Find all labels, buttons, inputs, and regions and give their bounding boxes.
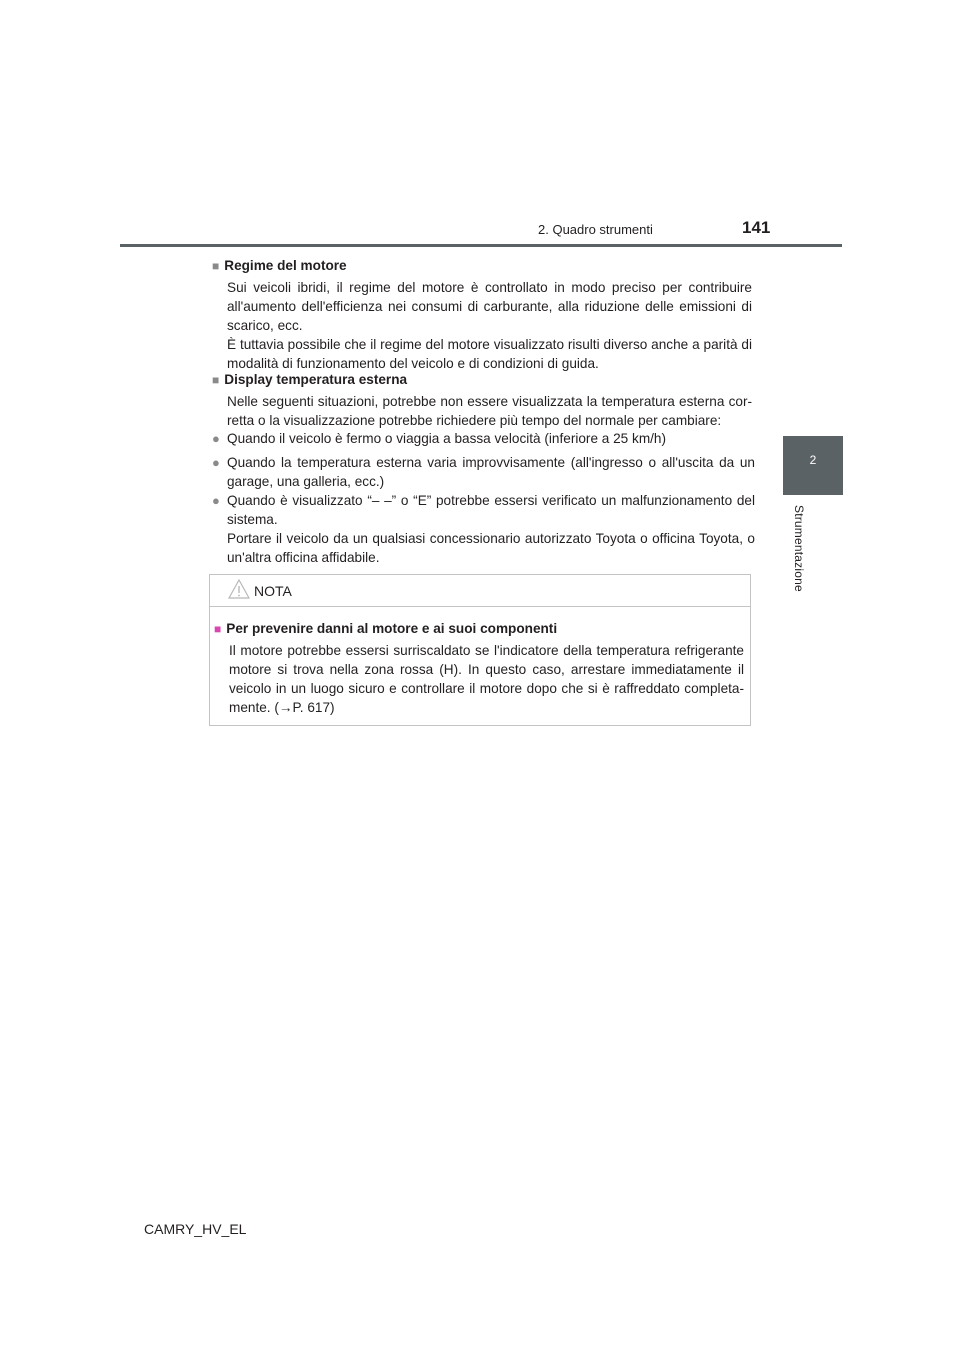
page-number: 141 bbox=[742, 218, 771, 237]
note-heading bbox=[214, 619, 744, 639]
square-bullet-icon: ■ bbox=[214, 622, 222, 636]
section-text: È tuttavia possibile che il regime del motore visualizzato risulti diverso anche a parità di modalità di funzionamento del veicolo e di condizioni di guida. bbox=[227, 337, 752, 371]
section-heading-text: Display temperatura esterna bbox=[224, 372, 408, 387]
section-outside-temp bbox=[212, 370, 752, 430]
note-header bbox=[210, 575, 750, 607]
circle-bullet-icon: ● bbox=[212, 431, 220, 446]
section-text: Nelle seguenti situazioni, potrebbe non essere visualizzata la temperatura esterna cor-retta o la visualizzazione potrebbe richiedere più tempo del normale per cambiare: bbox=[227, 394, 752, 428]
section-text: Sui veicoli ibridi, il regime del motore è controllato in modo preciso per contribuire all'aumento dell'efficienza nei consumi di carburante, alla riduzione delle emissioni di scarico, ecc. bbox=[227, 280, 752, 333]
list-item bbox=[212, 429, 755, 448]
list-item-text: Quando la temperatura esterna varia improvvisamente (all'ingresso o all'uscita da un garage, una galleria, ecc.) bbox=[227, 455, 755, 489]
note-content bbox=[214, 619, 744, 717]
chapter-label: Strumentazione bbox=[792, 505, 806, 592]
note-title: NOTA bbox=[254, 583, 292, 599]
square-bullet-icon: ■ bbox=[212, 373, 220, 387]
list-item bbox=[212, 491, 755, 567]
note-text: Il motore potrebbe essersi surriscaldato se l'indicatore della temperatura refrigerante motore si trova nella zona rossa (H). In questo caso, arrestare immediatamente il veicolo in un luogo sicuro e controllare il motore dopo che si è raffreddato completa-mente. (→P. 617) bbox=[229, 643, 744, 715]
section-heading-text: Regime del motore bbox=[224, 258, 347, 273]
chapter-tab[interactable] bbox=[783, 436, 843, 495]
list-item bbox=[212, 453, 755, 491]
header-rule bbox=[120, 244, 842, 247]
note-heading-text: Per prevenire danni al motore e ai suoi componenti bbox=[226, 621, 558, 636]
section-engine-speed bbox=[212, 256, 752, 373]
square-bullet-icon: ■ bbox=[212, 259, 220, 273]
note-box bbox=[209, 574, 751, 726]
section-heading bbox=[212, 370, 752, 390]
header-section-title: 2. Quadro strumenti bbox=[538, 222, 653, 237]
circle-bullet-icon: ● bbox=[212, 455, 220, 470]
list-item-text: Portare il veicolo da un qualsiasi concessionario autorizzato Toyota o officina Toyota, o un'altra officina affidabile. bbox=[227, 531, 755, 565]
section-heading bbox=[212, 256, 752, 276]
circle-bullet-icon: ● bbox=[212, 493, 220, 508]
chapter-number: 2 bbox=[809, 453, 817, 467]
list-item-text: Quando è visualizzato “– –” o “E” potrebbe essersi verificato un malfunzionamento del sistema. bbox=[227, 493, 755, 527]
footer-model-code: CAMRY_HV_EL bbox=[144, 1221, 247, 1237]
warning-icon bbox=[228, 579, 250, 599]
list-item-text: Quando il veicolo è fermo o viaggia a bassa velocità (inferiore a 25 km/h) bbox=[227, 431, 667, 446]
